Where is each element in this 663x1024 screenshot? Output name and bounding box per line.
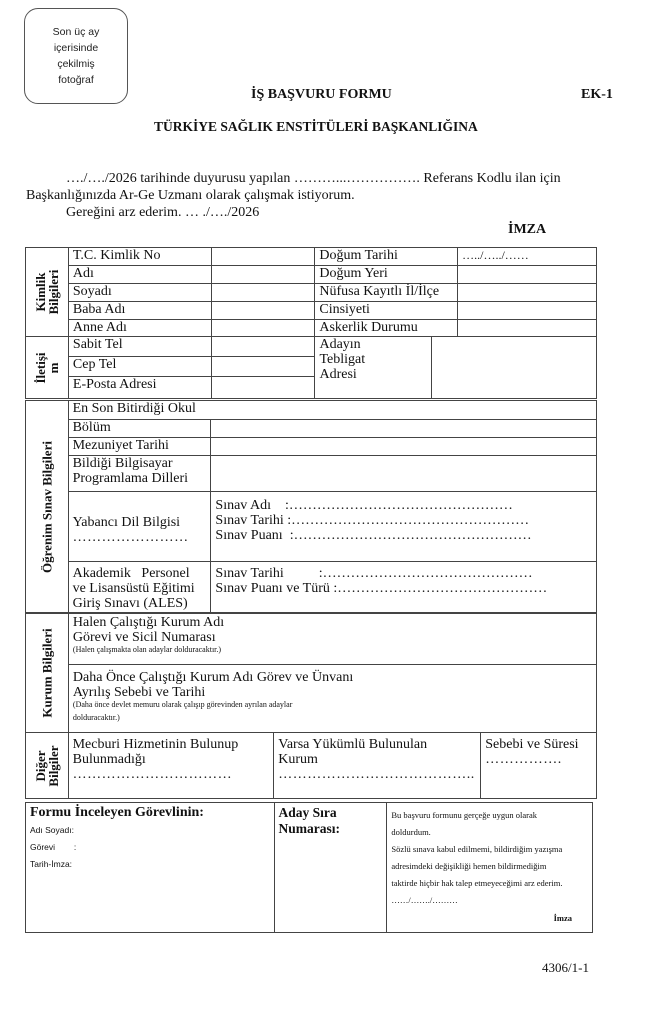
candidate-order-section[interactable]: Aday Sıra Numarası: xyxy=(274,803,387,933)
name-field[interactable] xyxy=(211,266,315,284)
tc-no-label: T.C. Kimlik No xyxy=(68,248,211,266)
surname-label: Soyadı xyxy=(68,284,211,302)
reviewer-date-signature-label: Tarih-İmza: xyxy=(30,859,73,869)
kimlik-table xyxy=(25,247,597,337)
school-label: En Son Bitirdiği Okul xyxy=(68,401,596,420)
tc-no-field[interactable] xyxy=(211,248,315,266)
photo-placeholder xyxy=(24,8,128,104)
gender-label: Cinsiyeti xyxy=(315,302,458,320)
current-institution-field[interactable]: Halen Çalıştığı Kurum Adı Görevi ve Sicil Numarası (Halen çalışmakta olan adaylar dolduracaktır.) xyxy=(68,613,596,665)
diger-table xyxy=(25,732,597,799)
declaration-section: Bu başvuru formunu gerçeğe uygun olarak doldurdum. Sözlü sınava kabul edilmemi, bildirdiğim yazışma adresimdeki değişikliği hemen bildirmediğim taktirde hiçbir hak talep etmeyeceğimi arz ederim. ……/……./……… İmza xyxy=(387,803,593,933)
graduation-date-label: Mezuniyet Tarihi xyxy=(68,438,211,456)
email-label: E-Posta Adresi xyxy=(68,377,211,399)
mobile-label: Cep Tel xyxy=(68,357,211,377)
computer-skills-label: Bildiği Bilgisayar Programlama Dilleri xyxy=(68,456,211,492)
mother-name-label: Anne Adı xyxy=(68,320,211,337)
form-title: İŞ BAŞVURU FORMU xyxy=(251,87,392,102)
iletisim-side-label: İletişi m xyxy=(26,337,69,399)
surname-field[interactable] xyxy=(211,284,315,302)
photo-text-line: içerisinde xyxy=(53,42,99,54)
computer-skills-field[interactable] xyxy=(211,456,597,492)
address-field[interactable] xyxy=(432,337,597,399)
mandatory-service-field[interactable]: Mecburi Hizmetinin Bulunup Bulunmadığı …………………………… xyxy=(68,733,274,799)
footer-table xyxy=(25,802,593,933)
department-label: Bölüm xyxy=(68,420,211,438)
diger-side-label: Diğer Bilgiler xyxy=(26,733,69,799)
reviewer-section xyxy=(26,803,275,933)
iletisim-table xyxy=(25,336,597,399)
graduation-date-field[interactable] xyxy=(211,438,597,456)
birth-date-label: Doğum Tarihi xyxy=(315,248,458,266)
birth-date-field[interactable]: …../…../…… xyxy=(458,248,597,266)
form-number: 4306/1-1 xyxy=(542,960,589,975)
phone-label: Sabit Tel xyxy=(68,337,211,357)
kimlik-side-label: Kimlik Bilgileri xyxy=(26,248,69,337)
father-name-label: Baba Adı xyxy=(68,302,211,320)
birth-place-label: Doğum Yeri xyxy=(315,266,458,284)
previous-institution-field[interactable]: Daha Önce Çalıştığı Kurum Adı Görev ve Ünvanı Ayrılış Sebebi ve Tarihi (Daha önce devlet memuru olarak çalışıp görevinden ayrılan adaylar dolduracaktır.) xyxy=(68,665,596,733)
ogrenim-table xyxy=(25,400,597,614)
language-label: Yabancı Dil Bilgisi …………………… xyxy=(68,492,211,562)
institution-name: TÜRKİYE SAĞLIK ENSTİTÜLERİ BAŞKANLIĞINA xyxy=(154,119,478,134)
reviewer-title: Formu İnceleyen Görevlinin: xyxy=(30,805,204,820)
ales-exam-score[interactable]: Sınav Puanı ve Türü :……………………………………… xyxy=(215,581,548,596)
reviewer-name-label: Adı Soyadı: xyxy=(30,825,74,835)
reviewer-position-label: Görevi : xyxy=(30,842,77,852)
registry-label: Nüfusa Kayıtlı İl/İlçe xyxy=(315,284,458,302)
birth-place-field[interactable] xyxy=(458,266,597,284)
language-exam-name[interactable]: Sınav Adı :………………………………………… xyxy=(215,498,513,513)
military-field[interactable] xyxy=(458,320,597,337)
form-code: EK-1 xyxy=(581,87,613,102)
photo-text-line: çekilmiş xyxy=(57,58,95,70)
declaration-signature-label: İmza xyxy=(553,913,572,923)
email-field[interactable] xyxy=(211,377,315,399)
ogrenim-side-label: Öğrenim Sınav Bilgileri xyxy=(26,401,69,614)
name-label: Adı xyxy=(68,266,211,284)
intro-line-3: Gereğini arz ederim. … ./…./2026 xyxy=(66,205,260,220)
intro-line-2: Başkanlığınızda Ar-Ge Uzmanı olarak çalışmak istiyorum. xyxy=(26,188,355,203)
phone-field[interactable] xyxy=(211,337,315,357)
department-field[interactable] xyxy=(211,420,597,438)
intro-line-1: …./…./2026 tarihinde duyurusu yapılan ………...……………. Referans Kodlu ilan için xyxy=(66,171,561,186)
language-exam-score[interactable]: Sınav Puanı :…………………………………………… xyxy=(215,528,532,543)
military-label: Askerlik Durumu xyxy=(315,320,458,337)
gender-field[interactable] xyxy=(458,302,597,320)
language-fields[interactable] xyxy=(211,492,597,562)
ales-exam-date[interactable]: Sınav Tarihi :……………………………………… xyxy=(215,566,533,581)
kurum-side-label: Kurum Bilgileri xyxy=(26,613,69,733)
registry-field[interactable] xyxy=(458,284,597,302)
language-exam-date[interactable]: Sınav Tarihi :…………………………………………… xyxy=(215,513,530,528)
ales-fields[interactable] xyxy=(211,562,597,614)
father-name-field[interactable] xyxy=(211,302,315,320)
ales-label: Akademik Personel ve Lisansüstü Eğitimi Giriş Sınavı (ALES) xyxy=(68,562,211,614)
kurum-table xyxy=(25,612,597,733)
signature-label: İMZA xyxy=(508,222,547,237)
photo-text-line: Son üç ay xyxy=(52,26,100,38)
photo-text-line: fotoğraf xyxy=(58,74,94,86)
address-label: Adayın Tebligat Adresi xyxy=(315,337,432,399)
obligated-institution-field[interactable]: Varsa Yükümlü Bulunulan Kurum ………………………………….. xyxy=(274,733,481,799)
mother-name-field[interactable] xyxy=(211,320,315,337)
mobile-field[interactable] xyxy=(211,357,315,377)
reason-duration-field[interactable]: Sebebi ve Süresi ……………. xyxy=(481,733,597,799)
